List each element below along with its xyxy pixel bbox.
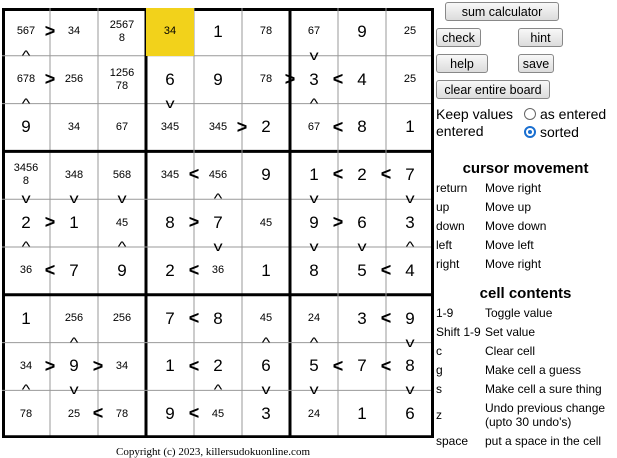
- inequality-sign-vertical: ^: [21, 46, 31, 63]
- cell-candidates: 67: [307, 120, 321, 133]
- cell-value: 8: [309, 260, 319, 280]
- inequality-sign-vertical: ^: [309, 94, 319, 111]
- inequality-sign: >: [44, 20, 56, 41]
- sudoku-cell[interactable]: [386, 247, 434, 295]
- inequality-sign-vertical: ^: [261, 333, 271, 350]
- sum-calculator-button[interactable]: sum calculator: [445, 2, 559, 21]
- inequality-sign: <: [332, 116, 344, 137]
- shortcut-key: s: [436, 382, 442, 396]
- cell-value: 2: [21, 213, 31, 233]
- sorted-radio[interactable]: [524, 126, 536, 138]
- sudoku-cell[interactable]: [338, 343, 386, 391]
- shortcut-description: put a space in the cell: [485, 434, 602, 448]
- cell-candidates: 345: [208, 120, 228, 133]
- cell-candidates: 34: [67, 120, 81, 133]
- cell-value: 1: [69, 213, 79, 233]
- inequality-sign-vertical: v: [21, 190, 31, 207]
- copyright-text: Copyright (c) 2023, killersudokuonline.com: [116, 446, 310, 458]
- sudoku-cell[interactable]: [146, 295, 194, 343]
- sudoku-cell[interactable]: [338, 56, 386, 104]
- cell-value: 2: [261, 117, 271, 137]
- inequality-sign-vertical: ^: [213, 190, 223, 207]
- inequality-sign: >: [92, 355, 104, 376]
- sudoku-cell[interactable]: [50, 247, 98, 295]
- cell-value: 8: [165, 213, 175, 233]
- cell-value: 9: [213, 69, 223, 89]
- sudoku-cell[interactable]: [194, 295, 242, 343]
- cell-value: 3: [357, 308, 367, 328]
- sorted-label: sorted: [540, 124, 579, 140]
- cell-candidates: 345: [160, 120, 180, 133]
- inequality-sign-vertical: v: [309, 238, 319, 254]
- cell-value: 3: [405, 213, 415, 233]
- shortcut-description: Move up: [485, 200, 532, 214]
- cell-candidates: 348: [64, 168, 84, 181]
- cell-candidates: 678: [16, 73, 36, 86]
- as-entered-label: as entered: [540, 106, 607, 122]
- cell-candidates: 34: [115, 359, 129, 372]
- sudoku-cell[interactable]: [386, 104, 434, 152]
- sudoku-cell[interactable]: [242, 151, 290, 199]
- cell-value: 9: [261, 165, 271, 185]
- sudoku-cell[interactable]: [2, 390, 50, 438]
- shortcut-description: Toggle value: [485, 306, 553, 320]
- cell-value: 7: [405, 165, 415, 185]
- inequality-sign-vertical: ^: [21, 238, 31, 254]
- inequality-sign-vertical: v: [405, 381, 415, 398]
- sudoku-cell[interactable]: [146, 151, 194, 199]
- cell-candidates: 256: [64, 312, 84, 325]
- inequality-sign-vertical: v: [405, 333, 415, 350]
- shortcut-description: Move right: [485, 257, 542, 271]
- inequality-sign: >: [44, 68, 56, 89]
- sudoku-cell[interactable]: [290, 104, 338, 152]
- shortcut-key: up: [436, 200, 450, 214]
- inequality-sign: <: [332, 68, 344, 89]
- shortcut-description: Move down: [485, 219, 547, 233]
- shortcut-key: z: [436, 408, 442, 422]
- cell-value: 9: [309, 213, 319, 233]
- shortcut-key: space: [436, 434, 469, 448]
- sudoku-cell[interactable]: [386, 56, 434, 104]
- sudoku-cell[interactable]: [338, 151, 386, 199]
- sudoku-cell[interactable]: [98, 390, 146, 438]
- shortcut-key: right: [436, 257, 460, 271]
- inequality-sign: >: [44, 355, 56, 376]
- cell-value: 9: [117, 260, 127, 280]
- sudoku-cell[interactable]: [242, 104, 290, 152]
- shortcut-description: Set value: [485, 325, 536, 339]
- sudoku-cell[interactable]: [2, 295, 50, 343]
- shortcut-description: Make cell a guess: [485, 363, 582, 377]
- inequality-sign: >: [284, 68, 296, 89]
- cell-value: 1: [309, 165, 319, 185]
- help-button[interactable]: help: [436, 54, 488, 73]
- inequality-sign: <: [188, 259, 200, 280]
- sudoku-cell[interactable]: [194, 8, 242, 56]
- inequality-sign-vertical: v: [309, 46, 319, 63]
- inequality-sign-vertical: ^: [21, 94, 31, 111]
- shortcut-description: Move left: [485, 238, 534, 252]
- shortcut-key: Shift 1-9: [436, 325, 481, 339]
- cell-value: 7: [165, 308, 175, 328]
- inequality-sign-vertical: v: [69, 381, 79, 398]
- cell-value: 3: [261, 404, 271, 424]
- cell-candidates: 36: [211, 264, 225, 277]
- sudoku-cell[interactable]: [50, 8, 98, 56]
- clear-board-button[interactable]: clear entire board: [436, 80, 550, 99]
- cell-candidates: 45: [115, 216, 129, 229]
- shortcut-key: c: [436, 344, 442, 358]
- sudoku-cell[interactable]: [50, 199, 98, 247]
- cell-candidates: 3456 8: [13, 162, 39, 188]
- sudoku-cell[interactable]: [146, 343, 194, 391]
- sudoku-cell[interactable]: [194, 56, 242, 104]
- shortcut-key: left: [436, 238, 453, 252]
- save-button[interactable]: save: [518, 54, 554, 73]
- cell-value: 1: [213, 21, 223, 41]
- sudoku-cell[interactable]: [194, 104, 242, 152]
- sudoku-board: [2, 8, 434, 438]
- inequality-sign: <: [188, 403, 200, 424]
- inequality-sign: <: [380, 259, 392, 280]
- keep-values-label: Keep values: [436, 106, 514, 122]
- cell-candidates: 36: [19, 264, 33, 277]
- sudoku-cell[interactable]: [338, 8, 386, 56]
- cell-candidates: 45: [259, 216, 273, 229]
- cell-value: 8: [405, 356, 415, 376]
- shortcut-key: return: [436, 181, 468, 195]
- cell-candidates: 456: [208, 168, 228, 181]
- inequality-sign-vertical: v: [405, 190, 415, 207]
- cell-value: 2: [165, 260, 175, 280]
- cell-candidates: 67: [115, 120, 129, 133]
- inequality-sign: >: [44, 212, 56, 233]
- cell-value: 6: [405, 404, 415, 424]
- cell-value: 5: [309, 356, 319, 376]
- cell-value: 1: [21, 308, 31, 328]
- keep-values-label-2: entered: [436, 123, 484, 139]
- inequality-sign: <: [188, 355, 200, 376]
- cell-candidates: 78: [19, 407, 33, 420]
- sudoku-cell[interactable]: [194, 390, 242, 438]
- cell-contents-title: cell contents: [479, 285, 572, 302]
- sudoku-cell[interactable]: [242, 199, 290, 247]
- cell-candidates: 34: [163, 25, 177, 38]
- cell-value: 6: [357, 213, 367, 233]
- inequality-sign-vertical: v: [261, 381, 271, 398]
- inequality-sign-vertical: v: [309, 381, 319, 398]
- inequality-sign: <: [92, 403, 104, 424]
- cell-candidates: 1256 78: [109, 66, 135, 92]
- shortcut-description: Clear cell: [485, 344, 536, 358]
- sudoku-cell[interactable]: [2, 247, 50, 295]
- cell-value: 5: [357, 260, 367, 280]
- cell-candidates: 67: [307, 25, 321, 38]
- inequality-sign: <: [380, 355, 392, 376]
- sudoku-cell[interactable]: [338, 295, 386, 343]
- cell-candidates: 256: [64, 73, 84, 86]
- cell-value: 1: [405, 117, 415, 137]
- cell-value: 1: [357, 404, 367, 424]
- inequality-sign: <: [380, 307, 392, 328]
- hint-button[interactable]: hint: [518, 28, 563, 47]
- sudoku-cell[interactable]: [50, 104, 98, 152]
- cell-value: 4: [357, 69, 367, 89]
- inequality-sign-vertical: ^: [213, 381, 223, 398]
- inequality-sign: >: [332, 212, 344, 233]
- sudoku-cell[interactable]: [98, 247, 146, 295]
- cell-value: 2: [357, 165, 367, 185]
- cell-candidates: 45: [259, 312, 273, 325]
- sudoku-cell[interactable]: [242, 247, 290, 295]
- as-entered-radio[interactable]: [524, 108, 536, 120]
- shortcut-key: down: [436, 219, 465, 233]
- sudoku-cell[interactable]: [290, 247, 338, 295]
- cell-candidates: 567: [16, 25, 36, 38]
- sudoku-cell[interactable]: [98, 104, 146, 152]
- sudoku-cell[interactable]: [50, 390, 98, 438]
- cell-value: 3: [309, 69, 319, 89]
- sudoku-cell[interactable]: [50, 56, 98, 104]
- control-panel: [434, 0, 617, 458]
- cell-candidates: 24: [307, 407, 321, 420]
- cell-candidates: 78: [259, 25, 273, 38]
- sudoku-cell[interactable]: [386, 390, 434, 438]
- sudoku-cell[interactable]: [338, 390, 386, 438]
- inequality-sign: >: [188, 212, 200, 233]
- cell-value: 9: [357, 21, 367, 41]
- inequality-sign: >: [236, 116, 248, 137]
- inequality-sign-vertical: v: [69, 190, 79, 207]
- shortcut-description: Undo previous change (upto 30 undo's): [485, 401, 606, 429]
- inequality-sign-vertical: v: [357, 238, 367, 254]
- sudoku-cell[interactable]: [242, 56, 290, 104]
- cell-candidates: 256: [112, 312, 132, 325]
- inequality-sign: <: [188, 307, 200, 328]
- inequality-sign-vertical: v: [309, 190, 319, 207]
- sudoku-cell[interactable]: [146, 199, 194, 247]
- inequality-sign: <: [44, 259, 56, 280]
- cell-candidates: 45: [211, 407, 225, 420]
- shortcut-key: 1-9: [436, 306, 454, 320]
- sudoku-cell[interactable]: [146, 247, 194, 295]
- cell-candidates: 25: [403, 25, 417, 38]
- sudoku-cell[interactable]: [386, 8, 434, 56]
- cell-value: 9: [21, 117, 31, 137]
- sudoku-cell[interactable]: [98, 8, 146, 56]
- inequality-sign: <: [380, 164, 392, 185]
- cell-value: 7: [69, 260, 79, 280]
- cell-value: 9: [69, 356, 79, 376]
- sudoku-cell[interactable]: [146, 390, 194, 438]
- inequality-sign-vertical: v: [117, 190, 127, 207]
- sudoku-cell[interactable]: [242, 8, 290, 56]
- cell-value: 7: [357, 356, 367, 376]
- cell-candidates: 24: [307, 312, 321, 325]
- cell-candidates: 568: [112, 168, 132, 181]
- cell-value: 9: [165, 404, 175, 424]
- inequality-sign-vertical: ^: [117, 238, 127, 254]
- cell-value: 6: [261, 356, 271, 376]
- inequality-sign-vertical: v: [165, 94, 175, 111]
- inequality-sign: <: [332, 164, 344, 185]
- shortcut-description: Make cell a sure thing: [485, 382, 602, 396]
- cell-value: 8: [357, 117, 367, 137]
- cell-value: 1: [261, 260, 271, 280]
- inequality-sign-vertical: ^: [309, 333, 319, 350]
- sudoku-cell[interactable]: [146, 104, 194, 152]
- cell-candidates: 2567 8: [109, 18, 135, 44]
- inequality-sign-vertical: ^: [69, 333, 79, 350]
- sudoku-cell[interactable]: [338, 104, 386, 152]
- cell-value: 8: [213, 308, 223, 328]
- sudoku-cell[interactable]: [2, 104, 50, 152]
- cell-candidates: 25: [403, 73, 417, 86]
- inequality-sign-vertical: v: [213, 238, 223, 254]
- sudoku-cell[interactable]: [98, 295, 146, 343]
- inequality-sign-vertical: ^: [405, 238, 415, 254]
- cell-candidates: 345: [160, 168, 180, 181]
- sudoku-cell[interactable]: [242, 390, 290, 438]
- cell-value: 9: [405, 308, 415, 328]
- sudoku-cell[interactable]: [98, 343, 146, 391]
- cell-candidates: 78: [259, 73, 273, 86]
- inequality-sign: <: [188, 164, 200, 185]
- sudoku-cell[interactable]: [194, 247, 242, 295]
- sudoku-cell[interactable]: [290, 390, 338, 438]
- cell-value: 7: [213, 213, 223, 233]
- sudoku-cell[interactable]: [338, 247, 386, 295]
- inequality-sign-vertical: ^: [21, 381, 31, 398]
- sudoku-cell[interactable]: [98, 56, 146, 104]
- cell-value: 2: [213, 356, 223, 376]
- shortcut-description: Move right: [485, 181, 542, 195]
- cell-value: 1: [165, 356, 175, 376]
- cell-candidates: 25: [67, 407, 81, 420]
- cell-candidates: 34: [67, 25, 81, 38]
- inequality-sign: <: [332, 355, 344, 376]
- sudoku-cell[interactable]: [146, 8, 194, 56]
- cell-value: 4: [405, 260, 415, 280]
- cell-candidates: 34: [19, 359, 33, 372]
- check-button[interactable]: check: [436, 28, 481, 47]
- cursor-movement-title: cursor movement: [462, 160, 589, 177]
- cell-candidates: 78: [115, 407, 129, 420]
- cell-value: 6: [165, 69, 175, 89]
- shortcut-key: g: [436, 363, 443, 377]
